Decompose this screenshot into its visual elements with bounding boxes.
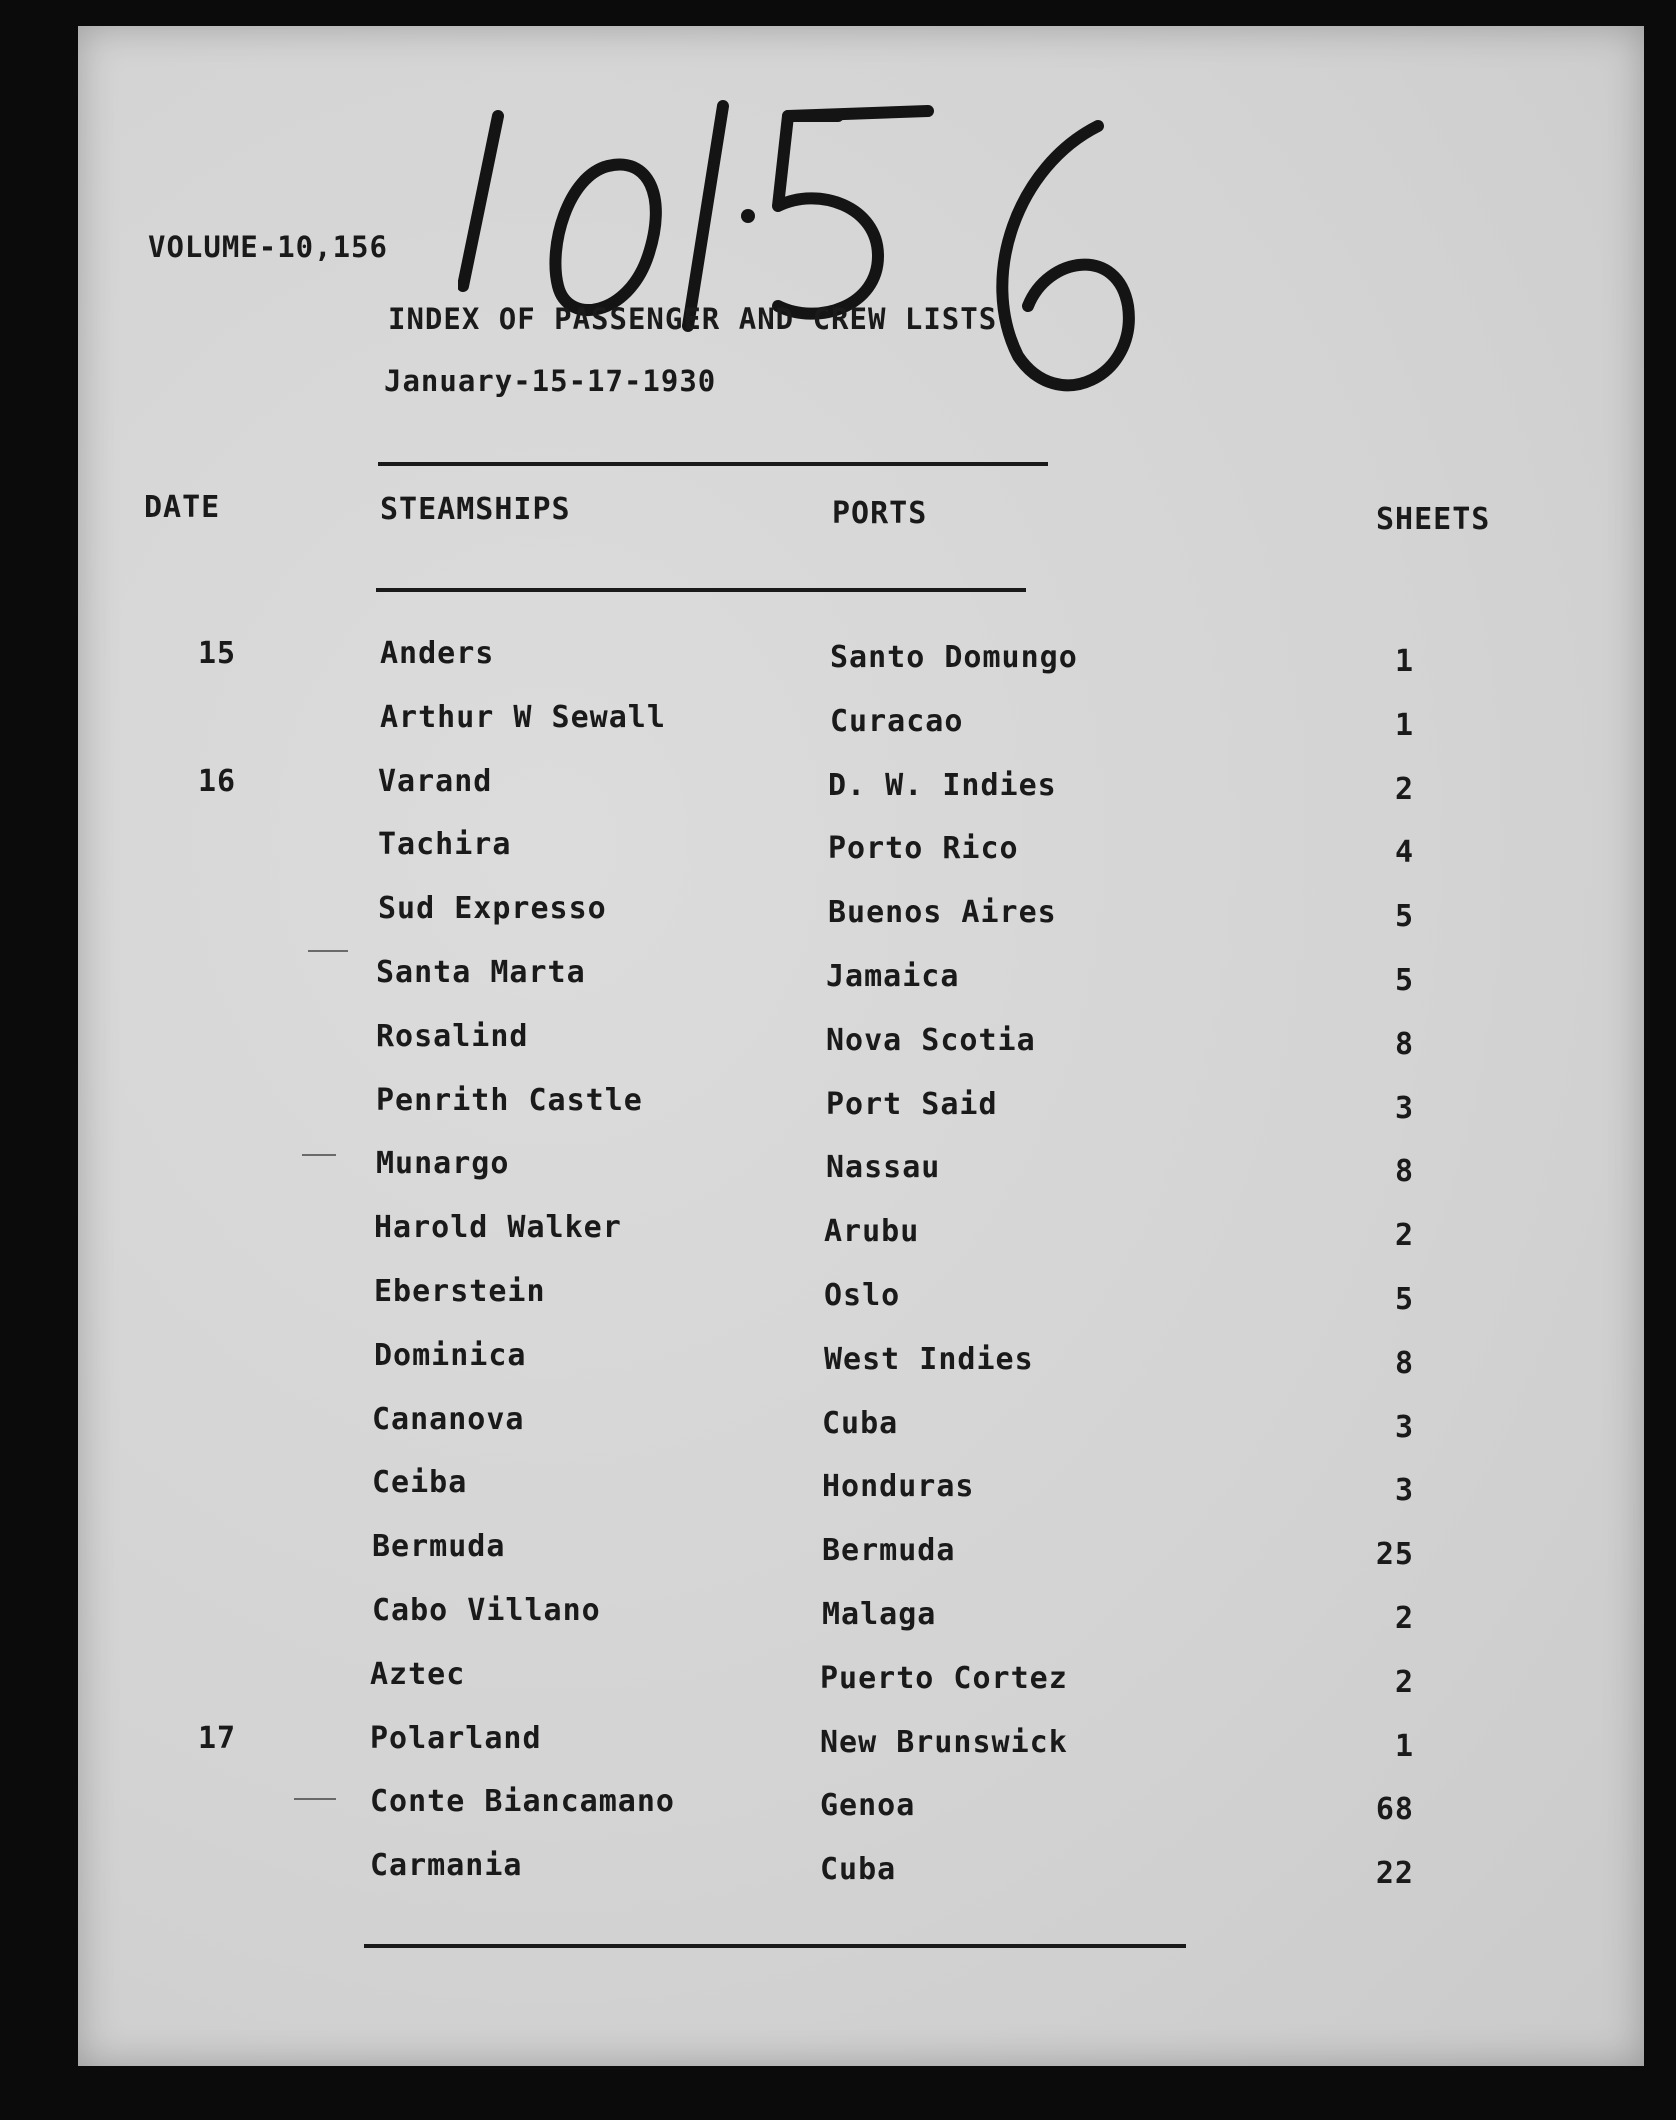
row-steamship: Polarland — [370, 1721, 542, 1756]
row-port: Porto Rico — [828, 831, 1019, 866]
row-steamship: Cabo Villano — [372, 1593, 601, 1628]
row-port: Nova Scotia — [826, 1023, 1036, 1058]
row-sheets: 8 — [1394, 1027, 1414, 1062]
row-sheets: 1 — [1394, 708, 1414, 743]
row-port: Bermuda — [822, 1533, 956, 1568]
row-steamship: Conte Biancamano — [370, 1784, 675, 1819]
column-header-steamships: STEAMSHIPS — [380, 492, 571, 527]
row-port: Malaga — [822, 1597, 937, 1632]
document-date-range: January-15-17-1930 — [384, 364, 717, 398]
row-steamship: Bermuda — [372, 1529, 506, 1564]
column-header-rule — [376, 588, 1026, 592]
row-sheets: 1 — [1394, 644, 1414, 679]
column-header-sheets: SHEETS — [1376, 502, 1491, 537]
row-port: Buenos Aires — [828, 895, 1057, 930]
row-steamship: Santa Marta — [376, 955, 586, 990]
row-port: Port Said — [826, 1087, 998, 1122]
margin-tick — [294, 1798, 336, 1800]
row-steamship: Anders — [380, 636, 495, 671]
row-sheets: 2 — [1394, 1218, 1414, 1253]
row-port: Cuba — [822, 1406, 899, 1441]
row-sheets: 25 — [1375, 1537, 1414, 1572]
row-sheets: 5 — [1394, 899, 1414, 934]
row-port: Santo Domungo — [830, 640, 1078, 675]
margin-tick — [302, 1154, 336, 1156]
row-port: New Brunswick — [820, 1725, 1068, 1760]
row-steamship: Tachira — [378, 827, 512, 862]
row-steamship: Harold Walker — [374, 1210, 622, 1245]
row-steamship: Aztec — [370, 1657, 466, 1692]
row-sheets: 1 — [1394, 1729, 1414, 1764]
column-header-ports: PORTS — [832, 496, 928, 531]
row-port: Honduras — [822, 1469, 975, 1504]
row-sheets: 2 — [1394, 1665, 1414, 1700]
row-sheets: 8 — [1394, 1346, 1414, 1381]
row-port: Genoa — [820, 1788, 916, 1823]
document-title: INDEX OF PASSENGER AND CREW LISTS — [388, 302, 998, 336]
row-steamship: Carmania — [370, 1848, 523, 1883]
row-sheets: 3 — [1394, 1091, 1414, 1126]
row-port: Curacao — [830, 704, 964, 739]
row-sheets: 68 — [1375, 1792, 1414, 1827]
document-page — [78, 26, 1644, 2066]
volume-label: VOLUME-10,156 — [148, 230, 388, 264]
row-sheets: 5 — [1394, 1282, 1414, 1317]
row-sheets: 2 — [1394, 1601, 1414, 1636]
row-port: Jamaica — [826, 959, 960, 994]
row-sheets: 22 — [1375, 1856, 1414, 1891]
row-sheets: 5 — [1394, 963, 1414, 998]
row-steamship: Rosalind — [376, 1019, 529, 1054]
row-sheets: 3 — [1394, 1473, 1414, 1508]
row-steamship: Dominica — [374, 1338, 527, 1373]
margin-tick — [308, 950, 348, 952]
row-port: Arubu — [824, 1214, 920, 1249]
row-steamship: Cananova — [372, 1402, 525, 1437]
row-sheets: 8 — [1394, 1154, 1414, 1189]
row-steamship: Arthur W Sewall — [380, 700, 666, 735]
column-header-date: DATE — [144, 490, 221, 525]
row-port: Cuba — [820, 1852, 897, 1887]
row-date: 17 — [198, 1721, 237, 1756]
row-sheets: 3 — [1394, 1410, 1414, 1445]
row-port: Oslo — [824, 1278, 901, 1313]
row-steamship: Varand — [378, 764, 493, 799]
row-sheets: 2 — [1394, 772, 1414, 807]
footer-rule — [364, 1944, 1186, 1948]
row-port: Puerto Cortez — [820, 1661, 1068, 1696]
header-rule — [378, 462, 1048, 466]
row-port: West Indies — [824, 1342, 1034, 1377]
row-steamship: Ceiba — [372, 1465, 468, 1500]
row-steamship: Eberstein — [374, 1274, 546, 1309]
row-steamship: Sud Expresso — [378, 891, 607, 926]
row-date: 16 — [198, 764, 237, 799]
row-sheets: 4 — [1394, 835, 1414, 870]
row-port: Nassau — [826, 1150, 941, 1185]
row-steamship: Penrith Castle — [376, 1083, 643, 1118]
row-date: 15 — [198, 636, 237, 671]
row-steamship: Munargo — [376, 1146, 510, 1181]
row-port: D. W. Indies — [828, 768, 1057, 803]
